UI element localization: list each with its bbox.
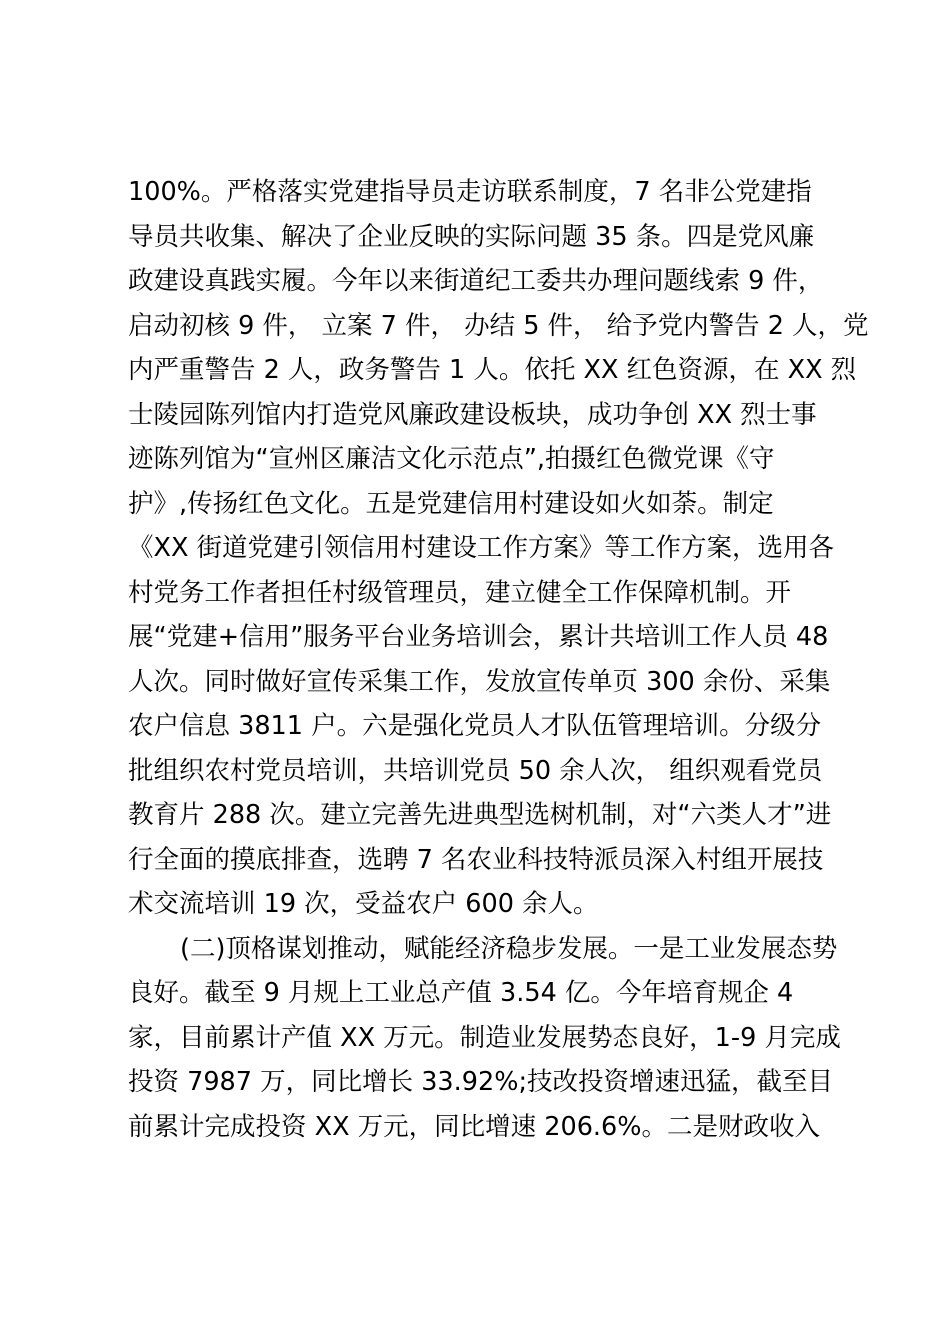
text-line: 家，目前累计产值 XX 万元。制造业发展势态良好，1-9 月完成 — [128, 1022, 841, 1053]
text-line: 前累计完成投资 XX 万元，同比增速 206.6%。二是财政收入 — [128, 1111, 820, 1142]
text-line: 《XX 街道党建引领信用村建设工作方案》等工作方案，选用各 — [128, 533, 835, 563]
text-line: 行全面的摸底排查，选聘 7 名农业科技特派员深入村组开展技 — [128, 844, 824, 875]
text-line: 良好。截至 9 月规上工业总产值 3.54 亿。今年培育规企 4 — [128, 978, 794, 1008]
text-line: 术交流培训 19 次，受益农户 600 余人。 — [128, 889, 599, 919]
text-line: 农户信息 3811 户。六是强化党员人才队伍管理培训。分级分 — [128, 711, 822, 741]
text-line: 村党务工作者担任村级管理员，建立健全工作保障机制。开 — [128, 577, 792, 608]
text-line: 教育片 288 次。建立完善先进典型选树机制，对“六类人才”进 — [128, 800, 832, 830]
text-line: 迹陈列馆为“宣州区廉洁文化示范点”,拍摄红色微党课《守 — [128, 444, 775, 474]
text-line: 导员共收集、解决了企业反映的实际问题 35 条。四是党风廉 — [128, 221, 815, 252]
text-line: 批组织农村党员培训，共培训党员 50 余人次， 组织观看党员 — [128, 755, 823, 786]
text-line: 政建设真践实履。今年以来街道纪工委共办理问题线索 9 件， — [128, 266, 824, 296]
paragraph-first-line: (二)顶格谋划推动，赋能经济稳步发展。一是工业发展态势 — [180, 933, 838, 964]
text-line: 内严重警告 2 人，政务警告 1 人。依托 XX 红色资源，在 XX 烈 — [128, 355, 857, 385]
text-line: 投资 7987 万，同比增长 33.92%;技改投资增速迅猛，截至目 — [128, 1067, 834, 1097]
text-line: 人次。同时做好宣传采集工作，发放宣传单页 300 余份、采集 — [128, 666, 831, 697]
text-line: 100%。严格落实党建指导员走访联系制度，7 名非公党建指 — [128, 177, 812, 207]
text-line: 护》,传扬红色文化。五是党建信用村建设如火如荼。制定 — [128, 488, 774, 519]
text-line: 展“党建+信用”服务平台业务培训会，累计共培训工作人员 48 — [128, 622, 829, 652]
text-line: 士陵园陈列馆内打造党风廉政建设板块，成功争创 XX 烈士事 — [128, 399, 817, 430]
text-line: 启动初核 9 件， 立案 7 件， 办结 5 件， 给予党内警告 2 人，党 — [128, 310, 869, 341]
